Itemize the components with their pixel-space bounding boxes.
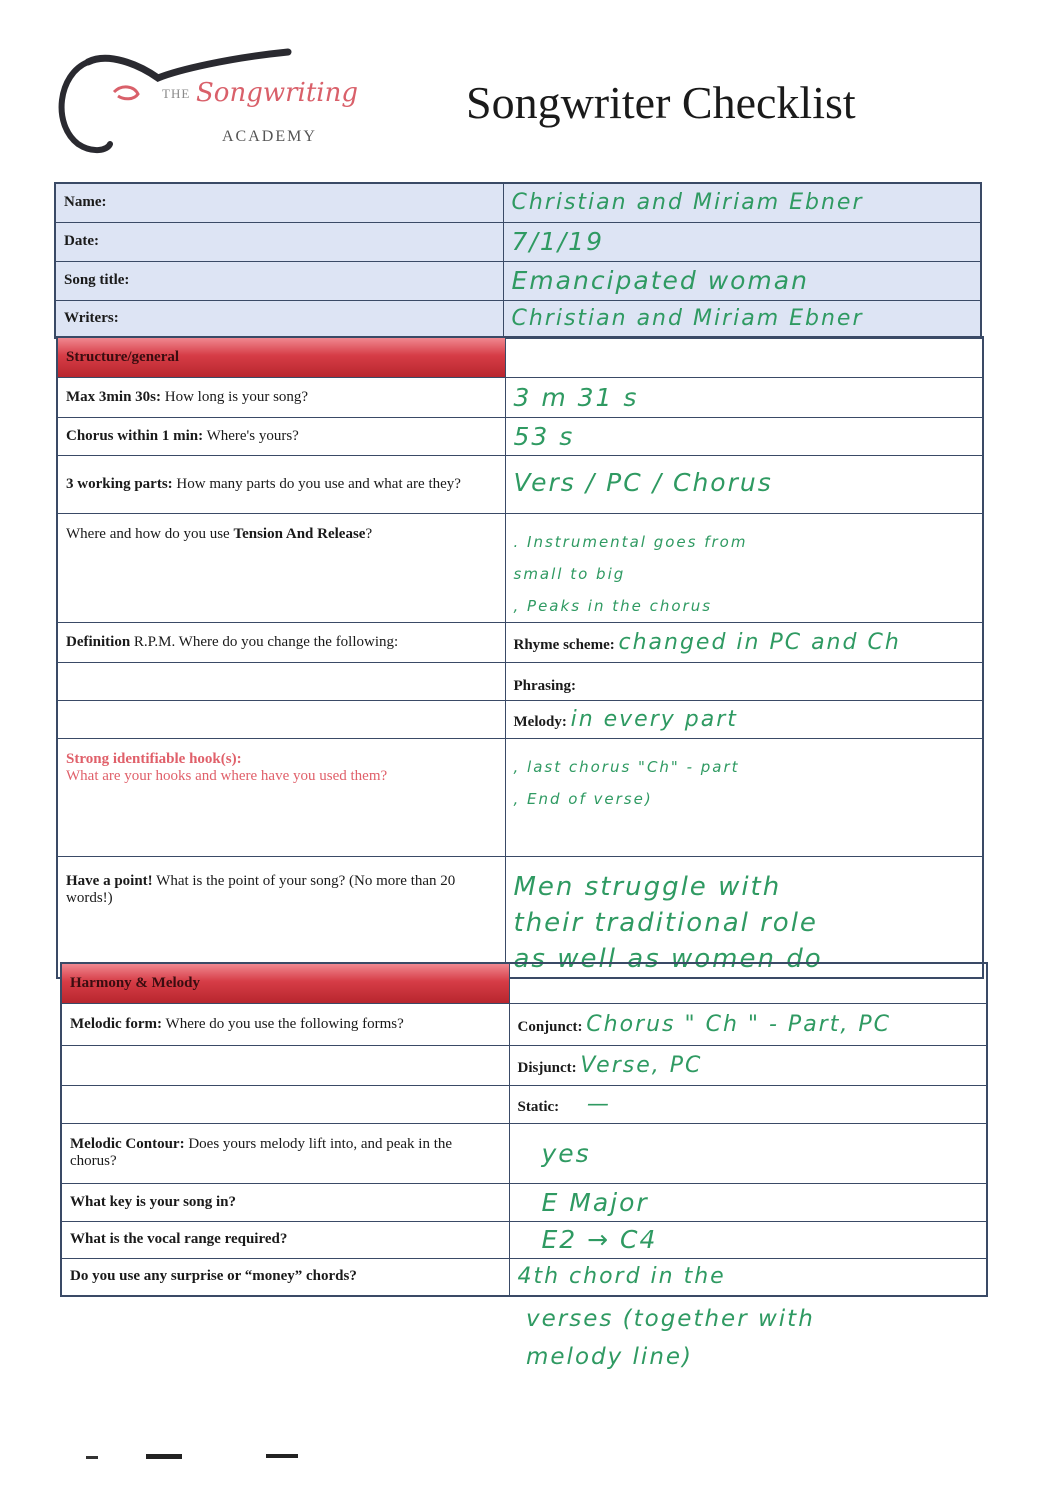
contour-question: Does yours melody lift into, and peak in the chorus? xyxy=(70,1136,453,1169)
melody-blank xyxy=(57,700,505,738)
hook-label: Strong identifiable hook(s): xyxy=(66,750,242,767)
static-label: Static: xyxy=(517,1098,560,1115)
point-question: What is the point of your song? (No more than 20 words!) xyxy=(66,872,456,906)
name-value: Christian and Miriam Ebner xyxy=(511,190,864,216)
tension-answer-line: , Peaks in the chorus xyxy=(513,596,713,615)
key-label: What key is your song in? xyxy=(61,1183,509,1221)
writers-row xyxy=(55,300,981,338)
melodic-form-label: Melodic form: xyxy=(70,1015,163,1032)
writers-label: Writers: xyxy=(55,300,503,338)
hook-answer-line: , End of verse) xyxy=(513,789,653,808)
range-row xyxy=(61,1221,987,1258)
rhyme-field[interactable] xyxy=(505,622,983,662)
hook-row xyxy=(57,738,983,856)
name-field[interactable] xyxy=(503,183,981,222)
melodic-form-row xyxy=(61,1003,987,1045)
chorus-answer: 53 s xyxy=(513,421,575,451)
max-length-field[interactable] xyxy=(505,377,983,417)
rpm-row xyxy=(57,622,983,662)
key-field[interactable] xyxy=(509,1183,987,1221)
chorus-question: Where's yours? xyxy=(206,427,299,444)
money-answer-line: melody line) xyxy=(526,1344,694,1370)
hook-question: What are your hooks and where have you used them? xyxy=(66,767,388,784)
tension-label: Tension And Release xyxy=(233,525,366,542)
parts-prompt xyxy=(57,455,505,513)
max-length-answer: 3 m 31 s xyxy=(513,382,639,412)
range-field[interactable] xyxy=(509,1221,987,1258)
disjunct-field[interactable] xyxy=(509,1045,987,1085)
harmony-table xyxy=(60,962,988,1297)
conjunct-answer: Chorus " Ch " - Part, PC xyxy=(586,1011,891,1037)
money-field[interactable] xyxy=(509,1258,987,1296)
contour-prompt xyxy=(61,1123,509,1183)
scan-marks-decoration xyxy=(86,1452,316,1462)
name-label: Name: xyxy=(55,183,503,222)
contour-label: Melodic Contour: xyxy=(70,1136,185,1152)
contour-answer: yes xyxy=(541,1138,591,1168)
rhyme-label: Rhyme scheme: xyxy=(513,636,615,653)
harmony-header-row xyxy=(61,963,987,1003)
name-row xyxy=(55,183,981,222)
key-answer: E Major xyxy=(541,1187,649,1217)
page-title: Songwriter Checklist xyxy=(466,77,856,128)
point-row xyxy=(57,856,983,978)
conjunct-field[interactable] xyxy=(509,1003,987,1045)
static-field[interactable] xyxy=(509,1085,987,1123)
disjunct-blank xyxy=(61,1045,509,1085)
phrasing-field[interactable] xyxy=(505,662,983,700)
writers-field[interactable] xyxy=(503,300,981,338)
tension-answer-line: . Instrumental goes from xyxy=(513,532,748,551)
parts-row xyxy=(57,455,983,513)
logo-academy: ACADEMY xyxy=(222,128,317,145)
date-field[interactable] xyxy=(503,222,981,261)
logo-the: THE xyxy=(162,86,191,101)
max-length-row xyxy=(57,377,983,417)
rpm-prompt xyxy=(57,622,505,662)
point-answer-line: their traditional role xyxy=(513,907,818,938)
rpm-label: Definition xyxy=(66,633,131,650)
point-field[interactable] xyxy=(505,856,983,978)
rhyme-answer: changed in PC and Ch xyxy=(618,629,901,655)
hook-answer-line: , last chorus "Ch" - part xyxy=(513,757,740,776)
key-row xyxy=(61,1183,987,1221)
date-label: Date: xyxy=(55,222,503,261)
melodic-form-prompt xyxy=(61,1003,509,1045)
tension-prefix: Where and how do you use xyxy=(66,525,230,542)
date-row xyxy=(55,222,981,261)
chorus-label: Chorus within 1 min: xyxy=(66,427,204,444)
disjunct-answer: Verse, PC xyxy=(580,1052,703,1078)
tension-suffix: ? xyxy=(365,525,373,542)
tension-row xyxy=(57,513,983,622)
point-answer-line: Men struggle with xyxy=(513,871,782,902)
harmony-section-header: Harmony & Melody xyxy=(61,963,509,1003)
tension-field[interactable] xyxy=(505,513,983,622)
point-answer-line: as well as women do xyxy=(513,943,823,974)
harmony-header-blank xyxy=(509,963,987,1003)
rpm-question: R.P.M. Where do you change the following: xyxy=(133,633,399,650)
phrasing-blank xyxy=(57,662,505,700)
song-title-row xyxy=(55,261,981,300)
structure-table xyxy=(56,336,984,979)
money-answer-continuation xyxy=(526,1300,815,1376)
money-label: Do you use any surprise or “money” chords? xyxy=(61,1258,509,1296)
info-table xyxy=(54,182,982,339)
song-title-value: Emancipated woman xyxy=(511,266,809,295)
point-prompt xyxy=(57,856,505,978)
point-label: Have a point! xyxy=(66,872,153,889)
tension-answer-line: small to big xyxy=(513,564,626,583)
money-answer-line: 4th chord in the xyxy=(517,1264,726,1290)
max-length-prompt xyxy=(57,377,505,417)
contour-row xyxy=(61,1123,987,1183)
chorus-prompt xyxy=(57,417,505,455)
parts-question: How many parts do you use and what are they? xyxy=(176,475,461,492)
static-blank xyxy=(61,1085,509,1123)
max-length-question: How long is your song? xyxy=(164,388,309,405)
structure-header-row xyxy=(57,337,983,377)
logo-songwriting: Songwriting xyxy=(196,78,359,108)
static-row xyxy=(61,1085,987,1123)
money-answer-line: verses (together with xyxy=(526,1306,815,1332)
conjunct-label: Conjunct: xyxy=(517,1018,583,1035)
disjunct-row xyxy=(61,1045,987,1085)
range-label: What is the vocal range required? xyxy=(61,1221,509,1258)
money-row xyxy=(61,1258,987,1296)
song-title-label: Song title: xyxy=(55,261,503,300)
structure-header-blank xyxy=(505,337,983,377)
contour-field[interactable] xyxy=(509,1123,987,1183)
hook-prompt xyxy=(57,738,505,856)
song-title-field[interactable] xyxy=(503,261,981,300)
melody-row xyxy=(57,700,983,738)
tension-prompt xyxy=(57,513,505,622)
phrasing-label: Phrasing: xyxy=(513,677,577,694)
chorus-row xyxy=(57,417,983,455)
phrasing-row xyxy=(57,662,983,700)
parts-answer: Vers / PC / Chorus xyxy=(513,467,773,497)
melody-answer: in every part xyxy=(570,706,738,732)
writers-value: Christian and Miriam Ebner xyxy=(511,306,864,332)
static-answer: — xyxy=(586,1091,611,1117)
disjunct-label: Disjunct: xyxy=(517,1059,577,1076)
hook-field[interactable] xyxy=(505,738,983,856)
max-length-label: Max 3min 30s: xyxy=(66,388,161,405)
parts-label: 3 working parts: xyxy=(66,475,173,492)
structure-section-header: Structure/general xyxy=(57,337,505,377)
melody-field[interactable] xyxy=(505,700,983,738)
range-answer: E2 → C4 xyxy=(541,1225,658,1254)
parts-field[interactable] xyxy=(505,455,983,513)
date-value: 7/1/19 xyxy=(511,227,604,256)
melody-label: Melody: xyxy=(513,713,567,730)
chorus-field[interactable] xyxy=(505,417,983,455)
melodic-form-question: Where do you use the following forms? xyxy=(165,1015,404,1032)
